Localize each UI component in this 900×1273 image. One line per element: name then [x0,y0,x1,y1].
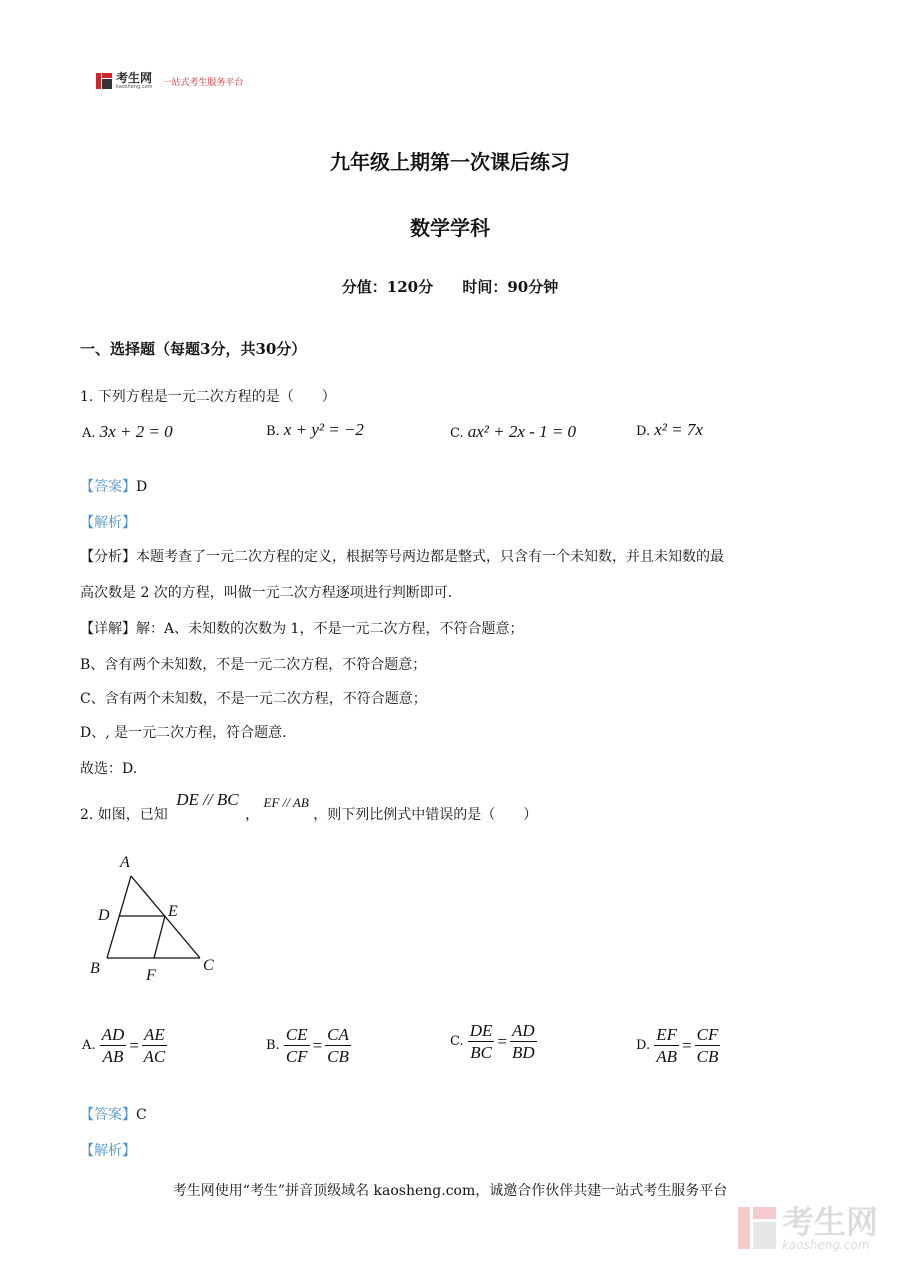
label-b: B [90,960,100,977]
q2-answer-value: C [136,1107,147,1123]
time-info: 时间：90分钟 [462,278,559,296]
q1-option-a[interactable] [82,422,173,442]
q2-stem [80,790,537,830]
q1-detail-1 [80,618,523,638]
logo-name: 考生网 [116,71,153,85]
q1-option-a-label: A. [82,426,96,441]
logo-slogan: 一站式考生服务平台 [162,77,244,88]
score-info: 分值：120分 [341,278,434,296]
q1-option-c[interactable] [450,422,576,442]
page-footer: 考生网使用“考生”拼音顶级域名 kaosheng.com，诚邀合作伙伴共建一站式考生服务平台 [172,1183,728,1199]
q1-option-b-label: B. [266,424,280,439]
watermark-domain: kaosheng.com [781,1238,870,1252]
label-f: F [146,967,156,984]
q2-option-d[interactable]: D. $\frac{EF}{AB}$ = $\frac{CF}{CB}$ [636,1025,719,1066]
q2-option-b-left: $\frac{CE}{CF}$ [285,1025,308,1066]
q2-option-d-left: $\frac{EF}{AB}$ [656,1025,678,1066]
label-c: C [203,957,214,974]
watermark-name: 考生网 [781,1203,878,1241]
q1-choice: 故选：D. [80,761,138,777]
label-e: E [168,903,178,920]
q1-option-d[interactable] [636,420,703,440]
q2-comma: ， [245,807,260,823]
q1-option-b[interactable] [266,420,364,440]
q1-fenxi-1 [80,546,724,566]
q1-option-c-expr: ax² + 2x - 1 = 0 [467,422,577,441]
q2-option-b-right: $\frac{CA}{CB}$ [327,1025,349,1066]
triangle-figure [80,848,230,988]
q2-stem-suffix: ，则下列比例式中错误的是（ ） [313,807,538,823]
q1-stem: 1. 下列方程是一元二次方程的是（ ） [80,389,336,405]
doc-title: 九年级上期第一次课后练习 [330,150,570,174]
q2-cond1: DE // BC [176,790,239,809]
segment-ef [154,916,165,958]
detail-text-1: 解：A、未知数的次数为 1，不是一元二次方程，不符合题意； [136,621,524,637]
q2-option-c-label: C. [450,1034,464,1049]
q1-detail-4: D、, 是一元二次方程，符合题意. [80,725,287,741]
header-logo [96,72,243,90]
q2-option-d-right: $\frac{CF}{CB}$ [696,1025,719,1066]
q1-analysis-tag: 【解析】 [80,515,136,531]
q2-option-a-label: A. [82,1038,96,1053]
q2-option-c-left: $\frac{DE}{BC}$ [469,1021,493,1062]
q2-option-c-right: $\frac{AD}{BD}$ [512,1021,535,1062]
q2-option-b-label: B. [266,1038,280,1053]
q2-answer [80,1104,147,1124]
q2-stem-prefix: 2. 如图，已知 [80,807,168,823]
q1-answer [80,476,147,496]
q2-analysis-tag: 【解析】 [80,1143,136,1159]
doc-subject: 数学学科 [410,216,490,240]
q1-option-a-expr: 3x + 2 = 0 [99,422,173,441]
q2-option-a[interactable]: A. $\frac{AD}{AB}$ = $\frac{AE}{AC}$ [82,1025,166,1066]
q2-option-a-right: $\frac{AE}{AC}$ [143,1025,166,1066]
q2-cond2: EF // AB [263,795,309,810]
logo-domain: kaosheng.com [116,84,153,90]
segment-ac [131,876,200,958]
watermark-logo-icon [738,1205,776,1251]
section-heading: 一、选择题（每题3分，共30分） [80,340,307,358]
q2-option-c[interactable]: C. $\frac{DE}{BC}$ = $\frac{AD}{BD}$ [450,1021,535,1062]
label-a: A [120,854,130,871]
doc-meta [0,276,900,297]
logo-mark-icon [96,72,112,90]
answer-tag: 【答案】 [80,479,136,495]
q1-option-b-expr: x + y² = −2 [283,420,364,439]
q1-detail-2: B、含有两个未知数，不是一元二次方程，不符合题意； [80,657,427,673]
q1-fenxi-2: 高次数是 2 次的方程，叫做一元二次方程逐项进行判断即可. [80,585,453,601]
segment-ab [107,876,131,958]
q2-option-a-left: $\frac{AD}{AB}$ [101,1025,125,1066]
detail-tag: 【详解】 [80,621,136,637]
q2-answer-tag: 【答案】 [80,1107,136,1123]
q1-option-d-label: D. [636,424,651,439]
q2-option-d-label: D. [636,1038,651,1053]
q1-detail-3: C、含有两个未知数，不是一元二次方程，不符合题意； [80,691,427,707]
watermark [738,1205,878,1251]
fenxi-tag: 【分析】 [80,549,136,565]
fenxi-text-1: 本题考查了一元二次方程的定义，根据等号两边都是整式，只含有一个未知数，并且未知数的最 [136,549,724,565]
answer-value: D [136,479,148,495]
q1-option-d-expr: x² = 7x [654,420,703,439]
q2-option-b[interactable]: B. $\frac{CE}{CF}$ = $\frac{CA}{CB}$ [266,1025,349,1066]
label-d: D [98,907,110,924]
q1-option-c-label: C. [450,426,464,441]
